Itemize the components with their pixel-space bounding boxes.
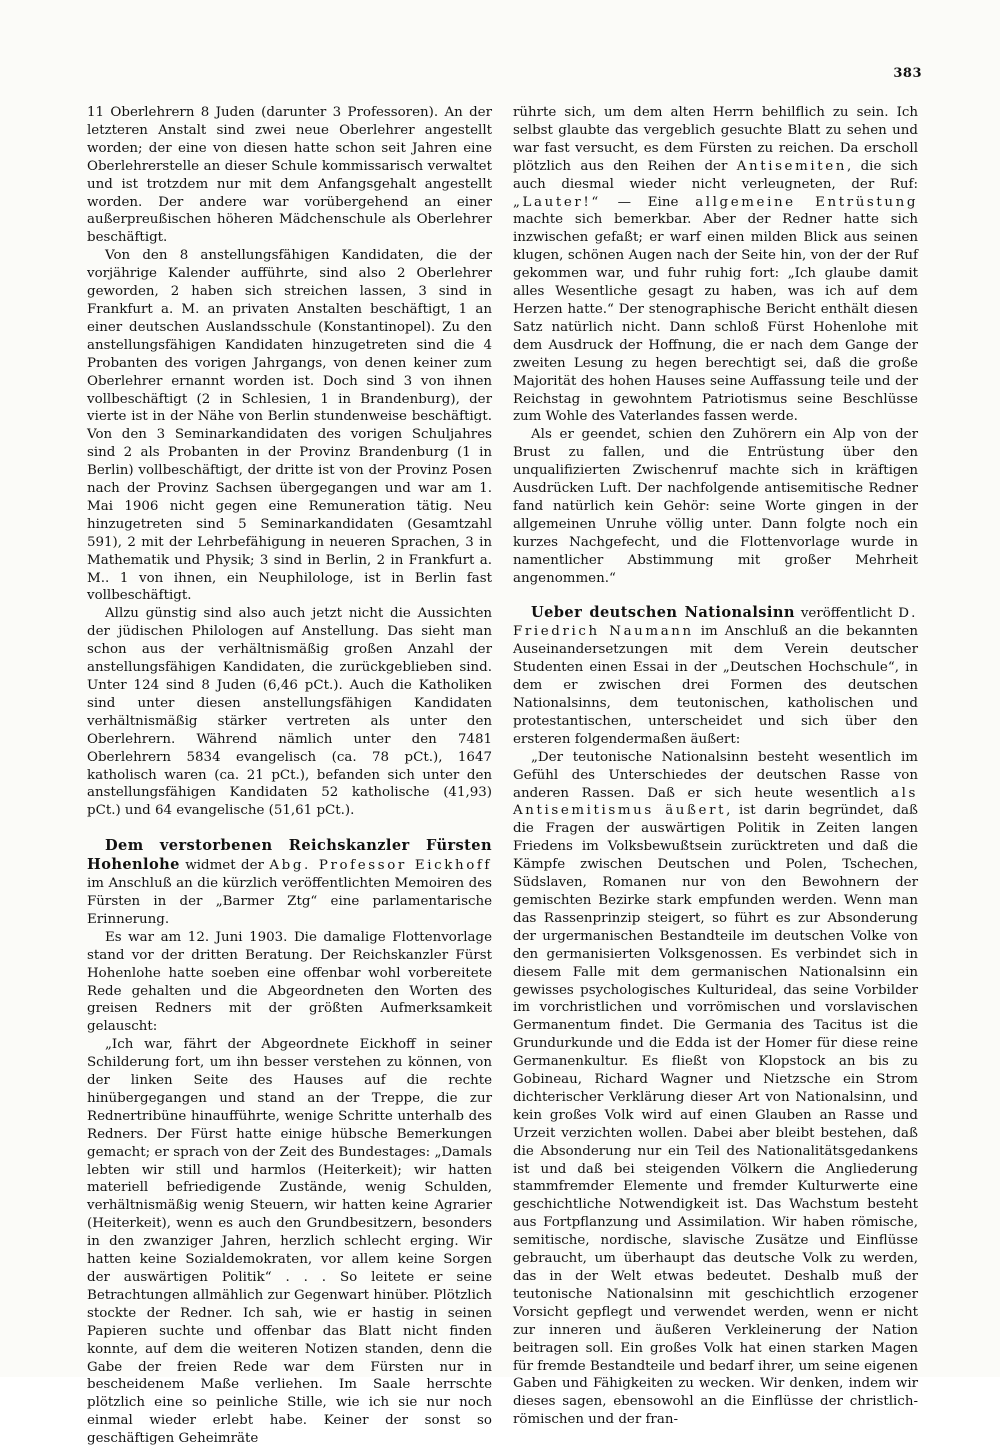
section-gap <box>513 587 918 604</box>
paragraph-schilderung: „Ich war, fährt der Abgeordnete Eickhoff in seiner Schilderung fort, um ihn besser verstehen zu können, von der linken Seite des Hauses auf die rechte hinübergegangen und stand an der Treppe, die zur Rednertribüne hinaufführte, wenige Schritte unterhalb des Redners. Der Fürst hatte einige hübsche Bemerkungen gemacht; er sprach von der Zeit des Bundestages: „Damals lebten wir still und harmlos (Heiterkeit); wir hatten materiell befriedigende Zustände, wenig Schulden, verhältnismäßig wenig Steuern, wir hatten keine Agrarier (Heiterkeit), wenn es auch den Grundbesitzern, besonders in den zwanziger Jahren, herzlich schlecht erging. Wir hatten keine Sozialdemokraten, vor allem keine Sorgen der auswärtigen Politik“ . . . So leitete er seine Betrachtungen allmählich zur Gegenwart hinüber. Plötzlich stockte der Redner. Ich sah, wie er hastig in seinen Papieren suchte und offenbar das Blatt nicht finden konnte, auf dem die weiteren Notizen standen, denn die Gabe der freien Rede war dem Fürsten nur in bescheidenem Maße verliehen. Im Saale herrschte plötzlich eine so peinliche Stille, wie ich sie nur noch einmal wieder erlebt habe. Keiner der sonst so geschäftigen Geheimräte <box>87 1037 492 1447</box>
spaced-word: „Lauter!“ <box>513 194 601 210</box>
paragraph-aussichten: Allzu günstig sind also auch jetzt nicht die Aussichten der jüdischen Philologen auf Anstellung. Das sieht man schon aus der verhältnismäßig großen Anzahl der anstellungsfähigen Kandidaten, die zurückgeblieben sind. Unter 124 sind 8 Juden (6,46 pCt.). Auch die Katholiken sind unter diesen anstellungsfähigen Kandidaten verhältnismäßig stärker vertreten als unter den Oberlehrern. Während nämlich unter den 7481 Oberlehrern 5834 evangelisch (ca. 78 pCt.), 1647 katholisch waren (ca. 21 pCt.), befanden sich unter den anstellungsfähigen Kandidaten 52 katholische (41,93) pCt.) und 64 evangelische (51,61 pCt.). <box>87 606 492 819</box>
spaced-word: als Antisemitismus äußert <box>513 785 918 819</box>
author-name: Abg. Professor Eickhoff <box>269 858 492 874</box>
article-hohenlohe-intro <box>87 837 492 929</box>
text-run: , die sich auch diesmal wieder nicht verleugneten, der Ruf: <box>513 158 918 192</box>
intro-text: veröffentlicht <box>794 606 899 622</box>
intro-text: im Anschluß an die bekannten Auseinandersetzungen mit dem Verein deutscher Studenten einen Essai in der „Deutschen Hochschule“, in dem er zwischen drei Formen des deutschen Nationalsinns, dem teutonischen, katholischen und protestantischen, unterscheidet und sich über den ersteren folgendermaßen äußert: <box>513 624 918 747</box>
text-run: rührte sich, um dem alten Herrn behilflich zu sein. Ich selbst glaubte das vergeblich gesuchte Blatt zu sehen und war fast versucht, es dem Fürsten zu reichen. Da erscholl plötzlich aus den Reihen der <box>513 105 918 174</box>
left-column <box>87 104 492 1447</box>
intro-text: widmet der <box>179 858 270 874</box>
paragraph-lauter <box>513 104 918 426</box>
paragraph-kandidaten: Von den 8 anstellungsfähigen Kandidaten, die der vorjährige Kalender aufführte, sind also 2 Oberlehrer geworden, 2 haben sich streichen lassen, 3 sind in Frankfurt a. M. an privaten Anstalten beschäftigt, 1 an einer deutschen Auslandsschule (Konstantinopel). Zu den anstellungsfähigen Kandidaten hinzugetreten sind die 4 Probanten des vorigen Jahrgangs, von denen keiner zum Oberlehrer ernannt worden ist. Doch sind 3 von ihnen vollbeschäftigt (2 in Schlesien, 1 in Brandenburg), der vierte ist in der Nähe von Berlin stundenweise beschäftigt. Von den 3 Seminarkandidaten des vorigen Schuljahres sind 2 als Probanten in der Provinz Brandenburg (1 in Berlin) vollbeschäftigt, der dritte ist von der Provinz Posen nach der Provinz Sachsen übergegangen und war am 1. Mai 1906 nicht gegen eine Remuneration tätig. Neu hinzugetreten sind 5 Seminarkandidaten (Gesamtzahl 591), 2 mit der Lehrbefähigung in neueren Sprachen, 3 in Mathematik und Physik; 3 sind in Berlin, 2 in Frankfurt a. M.. 1 von ihnen, ein Neuphilologe, ist in Berlin fast vollbeschäftigt. <box>87 248 492 604</box>
author-name: D. Friedrich Naumann <box>513 606 919 640</box>
text-run: machte sich bemerkbar. Aber der Redner hatte sich inzwischen gefaßt; er warf einen milden Blick aus seinen klugen, schönen Augen nach der Seite hin, von der der Ruf gekommen war, und fuhr ruhig fort: „Ich glaube damit alles Wesentliche gesagt zu haben, was ich auf dem Herzen hatte.“ Der stenographische Bericht enthält diesen Satz natürlich nicht. Dann schloß Fürst Hohenlohe mit dem Ausdruck der Hoffnung, die er nach dem Gange der zweiten Lesung zu hegen berechtigt sei, daß die große Majorität des hohen Hauses seine Auffassung teile und der Reichstag in gewohntem Patriotismus seine Beschlüsse zum Wohle des Vaterlandes fassen werde. <box>513 212 918 425</box>
paragraph-flottenvorlage: Es war am 12. Juni 1903. Die damalige Flottenvorlage stand vor der dritten Beratung. Der Reichskanzler Fürst Hohenlohe hatte soeben eine offenbar wohl vorbereitete Rede gehalten und die Abgeordneten den Worten des greisen Redners mit der größten Aufmerksamkeit gelauscht: <box>87 929 492 1035</box>
text-run: „Der teutonische Nationalsinn besteht wesentlich im Gefühl des Unterschiedes der deutschen Rasse von anderen Rassen. Daß er sich heute wesentlich <box>513 749 918 801</box>
paragraph-oberlehrer: 11 Oberlehrern 8 Juden (darunter 3 Professoren). An der letzteren Anstalt sind zwei neue Oberlehrer angestellt worden; der eine von diesen hatte schon seit Jahren eine Oberlehrerstelle an dieser Schule kommissarisch verwaltet und ist trotzdem nur mit dem Anfangsgehalt angestellt worden. Der andere war vorübergehend an einer außerpreußischen höheren Mädchenschule als Oberlehrer beschäftigt. <box>87 105 492 246</box>
text-run: — Eine <box>600 194 696 210</box>
article-nationalsinn-intro <box>513 604 918 748</box>
intro-text: im Anschluß an die kürzlich veröffentlichten Memoiren des Fürsten in der „Barmer Ztg“ eine parlamentarische Erinnerung. <box>87 876 492 927</box>
text-run: , ist darin begründet, daß die Fragen der auswärtigen Politik in Zeiten langen Friedens im Volksbewußtsein zurücktreten und daß die Kämpfe zwischen Deutschen und Polen, Tschechen, Südslaven, Romanen nur von den Bewohnern der gemischten Bezirke stark empfunden werden. Wenn man das Rassenprinzip steigert, so führt es zur Absonderung der urgermanischen Bestandteile im deutschen Volke von den germanisierten Volksgenossen. Es verbindet sich in diesem Falle mit dem germanischen Nationalsinn ein gewisses psychologisches Kulturideal, das seine Vorbilder im vorchristlichen und vorrömischen und vorslavischen Germanentum findet. Die Germania des Tacitus ist die Grundurkunde und die Edda ist der Homer für diese reine Germanenkultur. Es fließt von Klopstock an bis zu Gobineau, Richard Wagner und Nietzsche ein Strom dichterischer Verklärung dieser Art von Nationalsinn, und kein großes Volk wird auf einen Glauben an Rasse und Urzeit verzichten wollen. Dabei aber bleibt bestehen, daß die Absonderung nur ein Teil des Nationalitätsgedankens ist und daß bei steigenden Völkern die Angliederung stammfremder Elemente und fremder Kulturwerte eine geschichtliche Notwendigkeit ist. Das Wachstum besteht aus Fortpflanzung und Assimilation. Wir haben römische, semitische, nordische, slavische Zusätze und Einflüsse gebraucht, um überhaupt das deutsche Volk zu werden, das in der Welt etwas bedeutet. Deshalb muß der teutonische Nationalsinn mit geschichtlich erzogener Vorsicht gepflegt und verwendet werden, wenn er nicht zur inneren und äußeren Verkleinerung der Nation beitragen soll. Ein großes Volk hat einen starken Magen für fremde Bestandteile und bedarf ihrer, um seine eigenen Gaben und Fähigkeiten zu wecken. Wir denken, indem wir dieses sagen, ebensowohl an die Einflüsse der christlich-römischen und der fran- <box>513 803 918 1428</box>
article-heading: Dem verstorbenen Reichskanzler Fürsten Hohenlohe <box>87 837 492 874</box>
spaced-word: Antisemiten <box>736 158 847 174</box>
section-gap <box>87 820 492 837</box>
article-heading: Ueber deutschen Nationalsinn <box>531 604 795 622</box>
paragraph-geendet: Als er geendet, schien den Zuhörern ein Alp von der Brust zu fallen, und die Entrüstung über den unqualifizierten Zwischenruf machte sich in kräftigen Ausdrücken Luft. Der nachfolgende antisemitische Redner fand natürlich kein Gehör: seine Worte gingen in der allgemeinen Unruhe völlig unter. Dann folgte noch ein kurzes Nachgefecht, und die Flottenvorlage wurde in namentlicher Abstimmung mit großer Mehrheit angenommen.“ <box>513 427 918 586</box>
page-number: 383 <box>893 66 922 81</box>
paragraph-teutonisch <box>513 749 918 1429</box>
right-column <box>513 104 919 1428</box>
spaced-word: allgemeine Entrüstung <box>695 194 918 210</box>
